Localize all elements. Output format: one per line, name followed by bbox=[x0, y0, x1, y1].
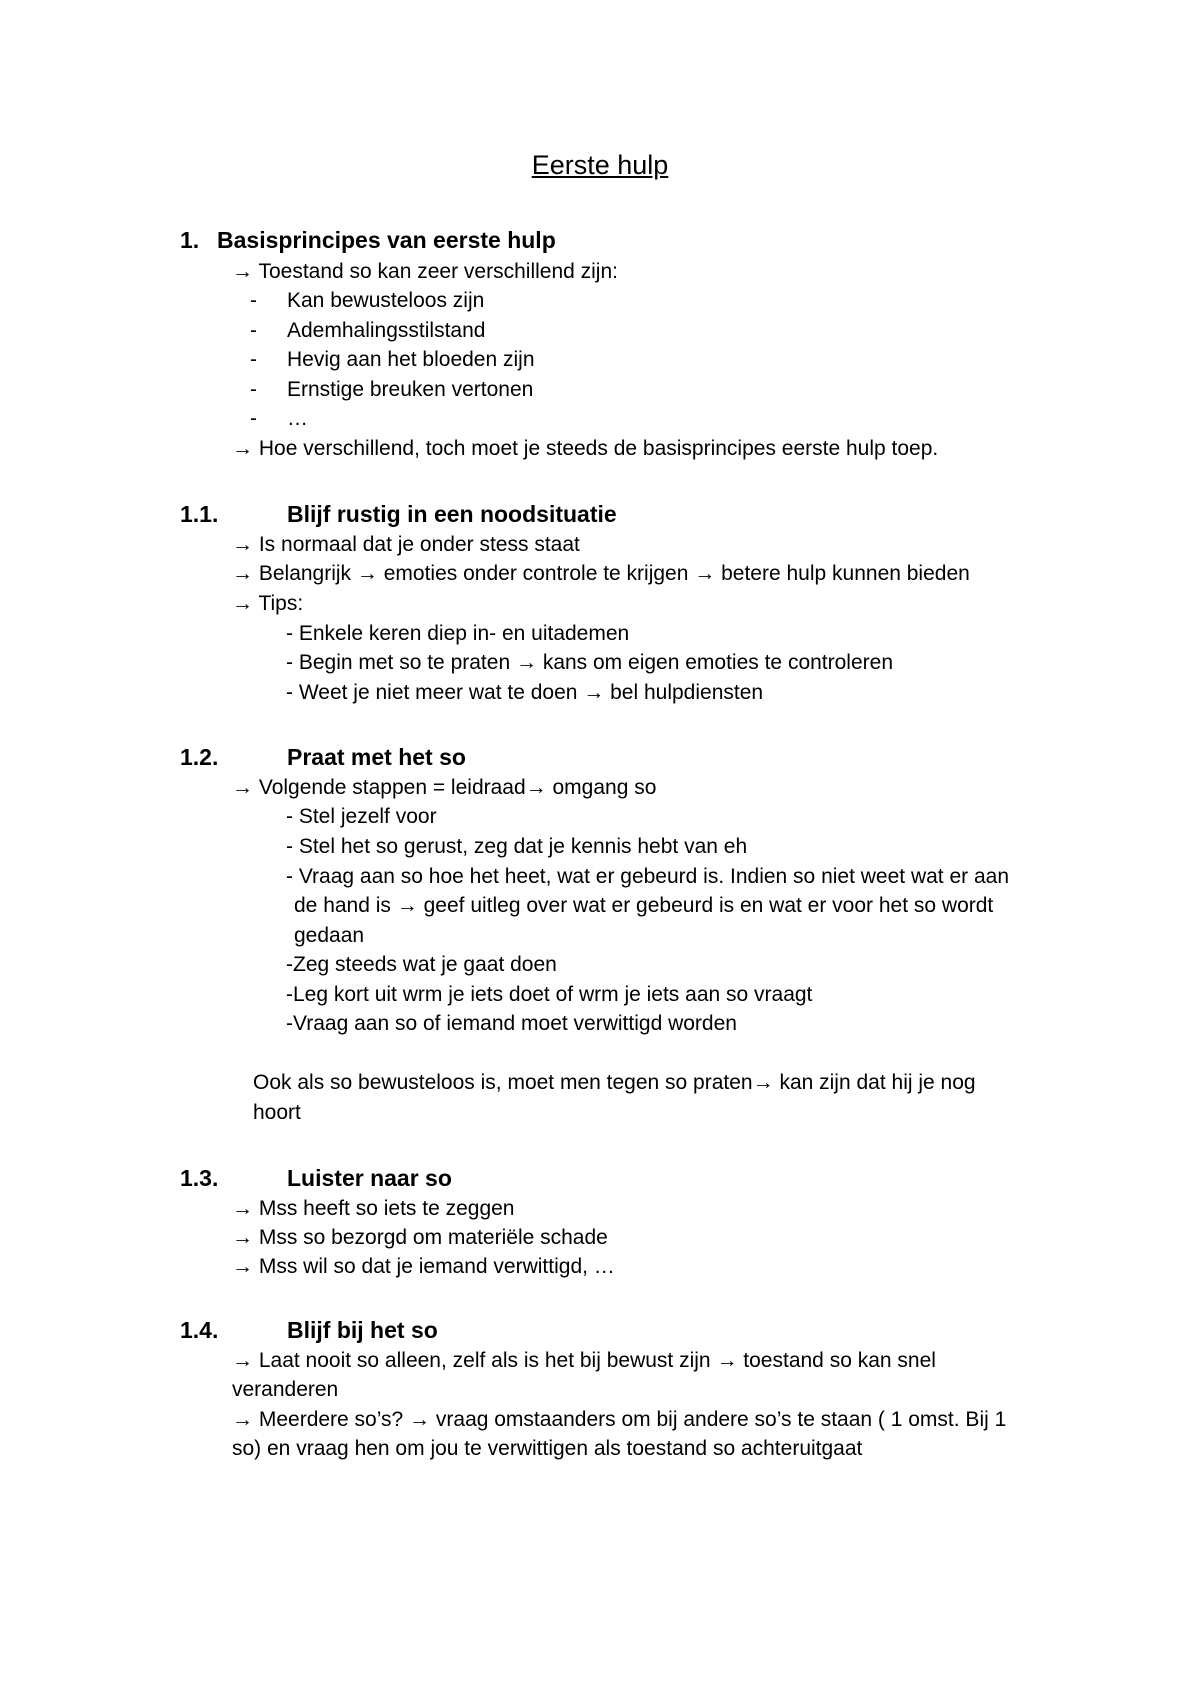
arrow-icon: → bbox=[409, 1408, 431, 1431]
section-number: 1.2. bbox=[180, 744, 219, 770]
text: kan zijn dat hij je nog bbox=[779, 1071, 976, 1094]
section-1-heading bbox=[180, 226, 556, 254]
text: emoties onder controle te krijgen bbox=[383, 562, 689, 585]
section-1-1-heading bbox=[180, 500, 617, 528]
list-item-text: … bbox=[287, 407, 308, 430]
text: Toestand so kan zeer verschillend zijn: bbox=[258, 260, 618, 283]
paragraph-line bbox=[232, 1196, 514, 1222]
arrow-icon: → bbox=[232, 1408, 253, 1431]
list-item: - Stel het so gerust, zeg dat je kennis hebt van eh bbox=[286, 835, 748, 858]
section-title: Praat met het so bbox=[287, 744, 466, 770]
section-1-4-heading bbox=[180, 1316, 438, 1344]
text: kans om eigen emoties te controleren bbox=[542, 651, 894, 674]
list-intro bbox=[232, 259, 618, 285]
text: Laat nooit so alleen, zelf als is het bij bewust zijn bbox=[258, 1349, 711, 1372]
paragraph-line bbox=[232, 1225, 608, 1251]
tip-item bbox=[286, 680, 763, 706]
arrow-icon: → bbox=[525, 776, 547, 799]
dash-icon: - bbox=[250, 289, 257, 312]
list-item-continuation: gedaan bbox=[294, 924, 365, 947]
arrow-icon: → bbox=[356, 562, 378, 585]
tip-item bbox=[286, 650, 893, 676]
paragraph-line: veranderen bbox=[232, 1378, 339, 1401]
section-title: Luister naar so bbox=[287, 1165, 452, 1191]
section-number: 1. bbox=[180, 227, 200, 253]
paragraph-line bbox=[232, 775, 656, 801]
text: Hoe verschillend, toch moet je steeds de basisprincipes eerste hulp toep. bbox=[258, 437, 939, 460]
paragraph-line bbox=[232, 561, 970, 587]
arrow-icon: → bbox=[232, 562, 253, 585]
arrow-icon: → bbox=[396, 894, 418, 917]
text: omgang so bbox=[552, 776, 657, 799]
text: - Begin met so te praten bbox=[286, 651, 511, 674]
section-number: 1.3. bbox=[180, 1165, 219, 1191]
arrow-icon: → bbox=[232, 1197, 253, 1220]
list-item-text: Ernstige breuken vertonen bbox=[287, 378, 534, 401]
list-item bbox=[250, 288, 484, 314]
text: geef uitleg over wat er gebeurd is en wat er voor het so wordt bbox=[423, 894, 994, 917]
arrow-icon: → bbox=[232, 437, 253, 460]
list-outro bbox=[232, 436, 938, 462]
text: Mss heeft so iets te zeggen bbox=[258, 1197, 515, 1220]
arrow-icon: → bbox=[515, 651, 537, 674]
list-item-continuation bbox=[294, 893, 993, 919]
paragraph-line bbox=[232, 532, 580, 558]
text: de hand is bbox=[294, 894, 391, 917]
document-title: Eerste hulp bbox=[531, 150, 669, 180]
arrow-icon: → bbox=[716, 1349, 738, 1372]
paragraph-line bbox=[232, 1348, 936, 1374]
section-title: Basisprincipes van eerste hulp bbox=[217, 227, 556, 253]
text: Ook als so bewusteloos is, moet men tegen so praten bbox=[253, 1071, 753, 1094]
list-item bbox=[250, 406, 308, 432]
list-item: - Vraag aan so hoe het heet, wat er gebeurd is. Indien so niet weet wat er aan bbox=[286, 865, 1010, 888]
list-item bbox=[250, 377, 533, 403]
list-item: -Leg kort uit wrm je iets doet of wrm je iets aan so vraagt bbox=[286, 983, 813, 1006]
text: - Weet je niet meer wat te doen bbox=[286, 681, 578, 704]
text: vraag omstaanders om bij andere so’s te staan ( 1 omst. Bij 1 bbox=[435, 1408, 1007, 1431]
list-item bbox=[250, 347, 535, 373]
list-item-text: Hevig aan het bloeden zijn bbox=[287, 348, 535, 371]
arrow-icon: → bbox=[232, 260, 253, 283]
paragraph-line: so) en vraag hen om jou te verwittigen als toestand so achteruitgaat bbox=[232, 1437, 863, 1460]
list-item: -Zeg steeds wat je gaat doen bbox=[286, 953, 557, 976]
section-number: 1.4. bbox=[180, 1317, 219, 1343]
section-1-3-heading bbox=[180, 1164, 452, 1192]
arrow-icon: → bbox=[752, 1071, 774, 1094]
paragraph-line bbox=[232, 591, 303, 617]
arrow-icon: → bbox=[232, 533, 253, 556]
section-title: Blijf bij het so bbox=[287, 1317, 438, 1343]
tip-item: - Enkele keren diep in- en uitademen bbox=[286, 622, 630, 645]
arrow-icon: → bbox=[232, 1349, 253, 1372]
text: Is normaal dat je onder stess staat bbox=[258, 533, 580, 556]
paragraph-line bbox=[232, 1254, 615, 1280]
paragraph-line bbox=[253, 1070, 976, 1096]
list-item-text: Ademhalingsstilstand bbox=[287, 319, 486, 342]
list-item-text: Kan bewusteloos zijn bbox=[287, 289, 485, 312]
text: Belangrijk bbox=[258, 562, 352, 585]
text: Volgende stappen = leidraad bbox=[258, 776, 526, 799]
text: Meerdere so’s? bbox=[258, 1408, 404, 1431]
list-item bbox=[250, 318, 485, 344]
arrow-icon: → bbox=[694, 562, 716, 585]
arrow-icon: → bbox=[232, 1226, 253, 1249]
text: betere hulp kunnen bieden bbox=[721, 562, 970, 585]
arrow-icon: → bbox=[232, 776, 253, 799]
section-1-2-heading bbox=[180, 743, 466, 771]
text: Mss so bezorgd om materiële schade bbox=[258, 1226, 608, 1249]
arrow-icon: → bbox=[232, 1255, 253, 1278]
text: Mss wil so dat je iemand verwittigd, … bbox=[258, 1255, 615, 1278]
text: toestand so kan snel bbox=[743, 1349, 936, 1372]
section-title: Blijf rustig in een noodsituatie bbox=[287, 501, 617, 527]
paragraph-line: hoort bbox=[253, 1101, 301, 1124]
dash-icon: - bbox=[250, 348, 257, 371]
section-number: 1.1. bbox=[180, 501, 219, 527]
list-item: -Vraag aan so of iemand moet verwittigd worden bbox=[286, 1012, 737, 1035]
arrow-icon: → bbox=[232, 592, 253, 615]
text: Tips: bbox=[258, 592, 304, 615]
list-item: - Stel jezelf voor bbox=[286, 805, 437, 828]
arrow-icon: → bbox=[583, 681, 605, 704]
text: bel hulpdiensten bbox=[610, 681, 764, 704]
paragraph-line bbox=[232, 1407, 1006, 1433]
dash-icon: - bbox=[250, 407, 257, 430]
dash-icon: - bbox=[250, 378, 257, 401]
dash-icon: - bbox=[250, 319, 257, 342]
